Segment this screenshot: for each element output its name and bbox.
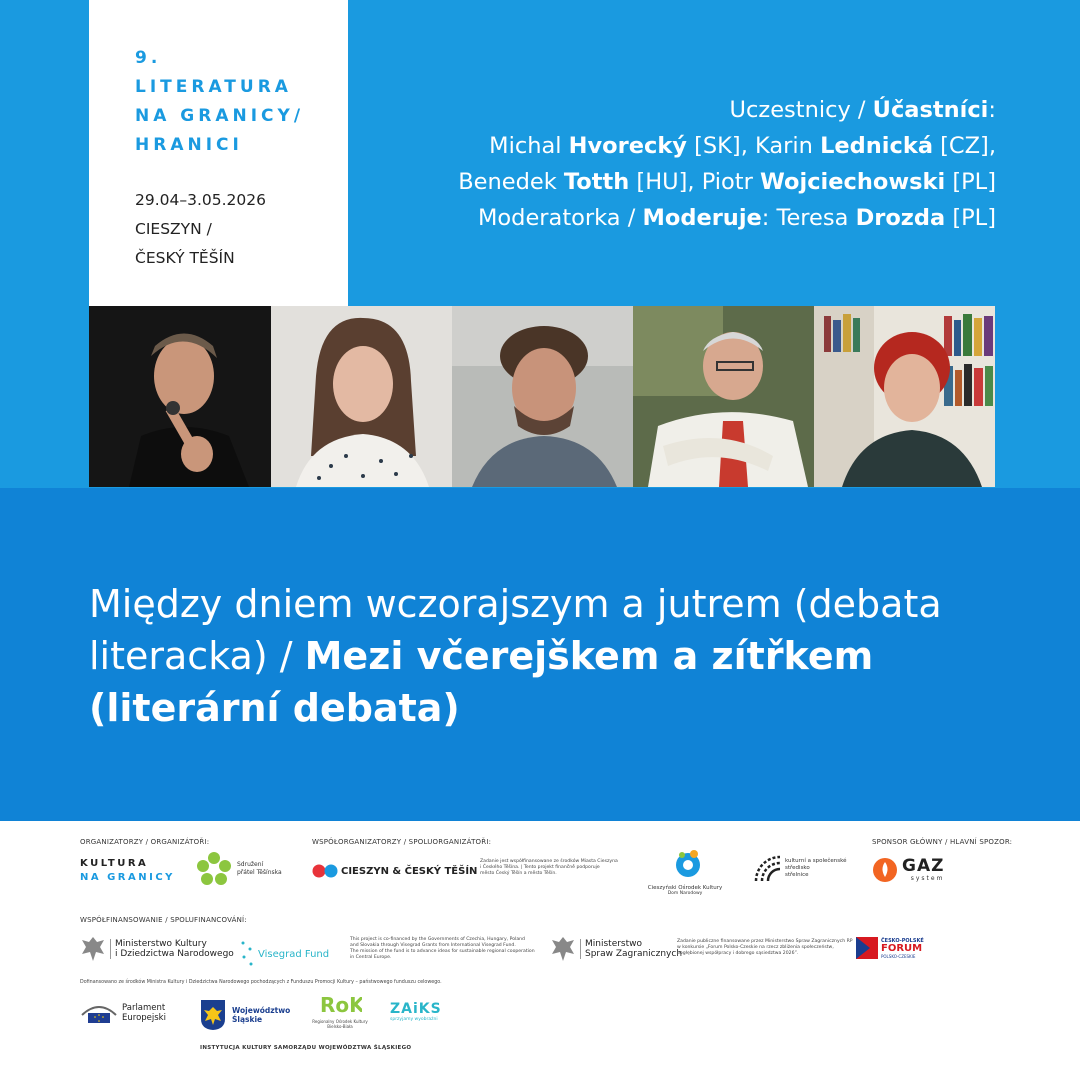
cieszyn-cesky-tesin-logo: CIESZYN & ČESKÝ TĚŠÍN <box>312 863 477 879</box>
footer-logos <box>0 821 1080 1080</box>
sdruzeni-logo: Sdružení přátel Těšínska <box>196 851 282 887</box>
event-title-pl: Między dniem wczorajszym a jutrem (debata literacka) / <box>89 582 942 678</box>
zaiks-logo: ZAiKS sprzyjamy wyobraźni <box>390 1001 442 1022</box>
coorganizers-label: WSPÓŁORGANIZATORZY / SPOLUORGANIZÁTOŘI: <box>312 838 492 846</box>
participants-block <box>376 92 996 236</box>
city-cofinancing-note: Zadanie jest współfinansowane ze środków Miasta Cieszyna i Českého Těšína. | Tento projekt finančně podporuje město Český Těšín a město Těšín. <box>480 859 618 876</box>
sponsor-label: SPONSOR GŁÓWNY / HLAVNÍ SPOZOR: <box>872 838 1013 846</box>
festival-title: 9. LITERATURA NA GRANICY/ HRANICI <box>135 48 305 155</box>
organizers-label: ORGANIZATORZY / ORGANIZÁTOŘI: <box>80 838 210 846</box>
event-title <box>89 578 989 734</box>
photo-michal-hvorecky <box>89 306 271 487</box>
mkidn-note: Dofinansowano ze środków Ministra Kultury i Dziedzictwa Narodowego pochodzących z Funduszu Promocji Kultury – państwowego funduszu celowego. <box>80 980 442 985</box>
heart-icon <box>312 863 338 879</box>
visegrad-dots-icon <box>240 939 256 969</box>
kultura-na-granicy-logo: KULTURA NA GRANICY <box>80 858 175 883</box>
visegrad-note: This project is co-financed by the Governments of Czechia, Hungary, Poland and Slovakia through Visegrad Grants from International Visegrad Fund. The mission of the fund is to advance ideas for sustainable regional cooperation in Central Europe. <box>350 937 535 960</box>
photo-benedek-totth <box>452 306 633 487</box>
slaskie-coat-of-arms-icon <box>200 999 226 1031</box>
ministerstwo-kultury-logo: Ministerstwo Kultury i Dziedzictwa Narodowego <box>80 934 234 964</box>
instytucja-kultury-note: INSTYTUCJA KULTURY SAMORZĄDU WOJEWÓDZTWA ŚLĄSKIEGO <box>200 1045 412 1051</box>
festival-date-place: 29.04–3.05.2026 CIESZYN / ČESKÝ TĚŠÍN <box>135 191 267 267</box>
gaz-flame-icon <box>872 857 898 883</box>
participants-line-2: Benedek Totth [HU], Piotr Wojciechowski [PL] <box>458 169 996 195</box>
wojewodztwo-slaskie-logo: Województwo Śląskie <box>200 999 290 1031</box>
strelnice-icon <box>752 853 782 883</box>
photo-teresa-drozda <box>814 306 995 487</box>
forum-flag-icon <box>856 937 878 959</box>
rok-logo: RoK Regionalny Ośrodek Kultury Bielsko-Biała <box>312 993 368 1029</box>
cok-logo: Cieszyński Ośrodek Kultury Dom Narodowy <box>640 847 730 896</box>
photo-piotr-wojciechowski <box>633 306 814 487</box>
flower-icon <box>196 851 232 887</box>
cok-emblem-icon <box>672 847 704 879</box>
eu-parliament-icon <box>80 1001 118 1025</box>
visegrad-fund-logo: Visegrad Fund <box>240 939 329 969</box>
rok-wordmark-icon <box>318 993 362 1015</box>
strelnice-logo: kulturní a společenské středisko střelnice <box>752 853 846 883</box>
event-title-cz: Mezi včerejškem a zítřkem (literární debata) <box>89 634 874 730</box>
forum-polsko-czeskie-logo: ČESKO-POLSKÉ FORUM POLSKO-CZESKIE <box>856 937 924 959</box>
gaz-system-logo: GAZ system <box>872 857 944 883</box>
photo-karin-lednicka <box>271 306 452 487</box>
msz-logo: Ministerstwo Spraw Zagranicznych <box>550 934 682 964</box>
photo-strip <box>89 306 995 487</box>
festival-badge <box>89 0 348 306</box>
participants-heading: Uczestnicy / Účastníci: <box>729 97 996 123</box>
parlament-europejski-logo: Parlament Europejski <box>80 1001 166 1025</box>
svg-text:RoK: RoK <box>320 993 362 1015</box>
cofinancing-label: WSPÓŁFINANSOWANIE / SPOLUFINANCOVÁNÍ: <box>80 916 247 924</box>
moderator-line: Moderatorka / Moderuje: Teresa Drozda [PL] <box>477 205 996 231</box>
eagle-emblem-icon <box>550 934 576 964</box>
participants-line-1: Michal Hvorecký [SK], Karin Lednická [CZ], <box>489 133 996 159</box>
msz-note: Zadanie publiczne finansowane przez Ministerstwo Spraw Zagranicznych RP w konkursie „Forum Polsko-Czeskie na rzecz zbliżenia społeczeństw, pogłębionej współpracy i dobrego sąsiedztwa 2026”. <box>677 939 853 956</box>
eagle-emblem-icon <box>80 934 106 964</box>
